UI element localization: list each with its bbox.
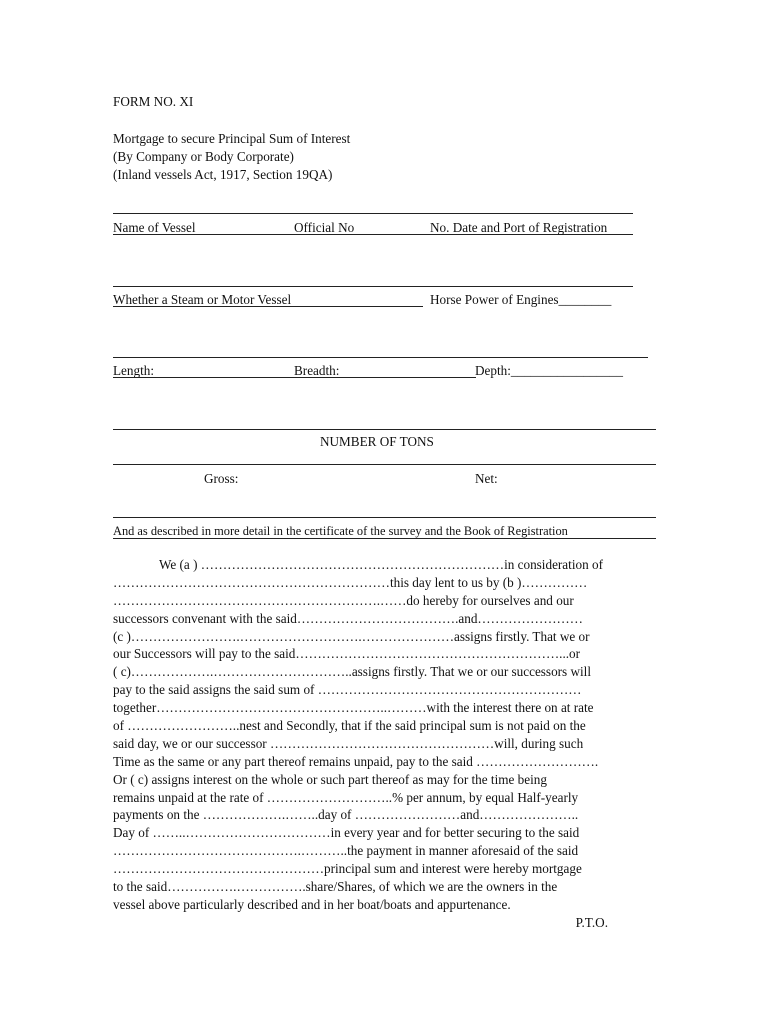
row1-top-rule — [113, 213, 633, 214]
body-line: (c )…………………….……………………….…………………assigns firstly. That we or — [113, 628, 590, 644]
body-line: our Successors will pay to the said……………………………………………………...or — [113, 646, 581, 662]
form-number: FORM NO. XI — [113, 94, 194, 109]
body-line: …………………………………………principal sum and interest were hereby mortgage — [113, 861, 582, 877]
survey-description-rule — [113, 538, 656, 539]
body-line: said day, we or our successor ……………………………………………will, during such — [113, 735, 584, 751]
body-line: of ……………………..nest and Secondly, that if the said principal sum is not paid on the — [113, 718, 586, 734]
pto-label: P.T.O. — [575, 914, 608, 930]
body-line: vessel above particularly described and in her boat/boats and appurtenance. — [113, 896, 511, 912]
length-label: Length: — [113, 363, 155, 378]
body-line: Time as the same or any part thereof remains unpaid, pay to the said ………………………. — [113, 753, 599, 769]
body-line: successors convenant with the said……………………………….and…………………… — [113, 610, 583, 626]
body-line: to the said…………….…………….share/Shares, of which we are the owners in the — [113, 879, 558, 895]
row2-top-rule — [113, 286, 633, 287]
net-label: Net: — [475, 471, 498, 486]
body-line: together……………………………………………..………with the interest there on at rate — [113, 700, 594, 716]
registration-label: No. Date and Port of Registration — [430, 220, 608, 235]
number-of-tons-heading: NUMBER OF TONS — [320, 434, 434, 449]
row2-bottom-rule — [113, 306, 423, 307]
body-line: pay to the said assigns the said sum of …………………………………………………… — [113, 682, 582, 698]
steam-or-motor-label: Whether a Steam or Motor Vessel — [113, 292, 292, 307]
body-line: ………………………………………………………this day lent to us by (b )…………… — [113, 574, 588, 590]
survey-description: And as described in more detail in the certificate of the survey and the Book of Registration — [113, 524, 568, 538]
body-line: …………………………………………………….……do hereby for ourselves and our — [113, 592, 574, 608]
breadth-label: Breadth: — [294, 363, 340, 378]
row3-top-rule — [113, 357, 648, 358]
tons-top-rule — [113, 429, 656, 430]
body-line: Or ( c) assigns interest on the whole or such part thereof as may for the time being — [113, 771, 547, 787]
gross-label: Gross: — [204, 471, 239, 486]
depth-label: Depth:_________________ — [475, 363, 623, 378]
body-line: payments on the ……………….……..day of ……………………and………………….. — [113, 807, 579, 823]
body-line: remains unpaid at the rate of ………………………..% per annum, by equal Half-yearly — [113, 789, 579, 805]
mortgage-body-text — [113, 556, 658, 932]
form-subtitle-act: (Inland vessels Act, 1917, Section 19QA) — [113, 167, 333, 182]
official-no-label: Official No — [294, 220, 355, 235]
body-line: Day of ……..……………………………in every year and for better securing to the said — [113, 825, 580, 841]
body-line: …………………………………….………..the payment in manner aforesaid of the said — [113, 843, 579, 859]
body-line: ( c)……………….…………………………..assigns firstly. That we or our successors will — [113, 664, 591, 680]
form-subtitle-company: (By Company or Body Corporate) — [113, 149, 294, 164]
name-of-vessel-label: Name of Vessel — [113, 220, 196, 235]
body-line: We (a ) ……………………………………………………………in consideration of — [159, 557, 603, 572]
form-title: Mortgage to secure Principal Sum of Interest — [113, 131, 351, 146]
horse-power-label: Horse Power of Engines________ — [430, 292, 612, 307]
tons-middle-rule — [113, 464, 656, 465]
tons-bottom-rule — [113, 517, 656, 518]
